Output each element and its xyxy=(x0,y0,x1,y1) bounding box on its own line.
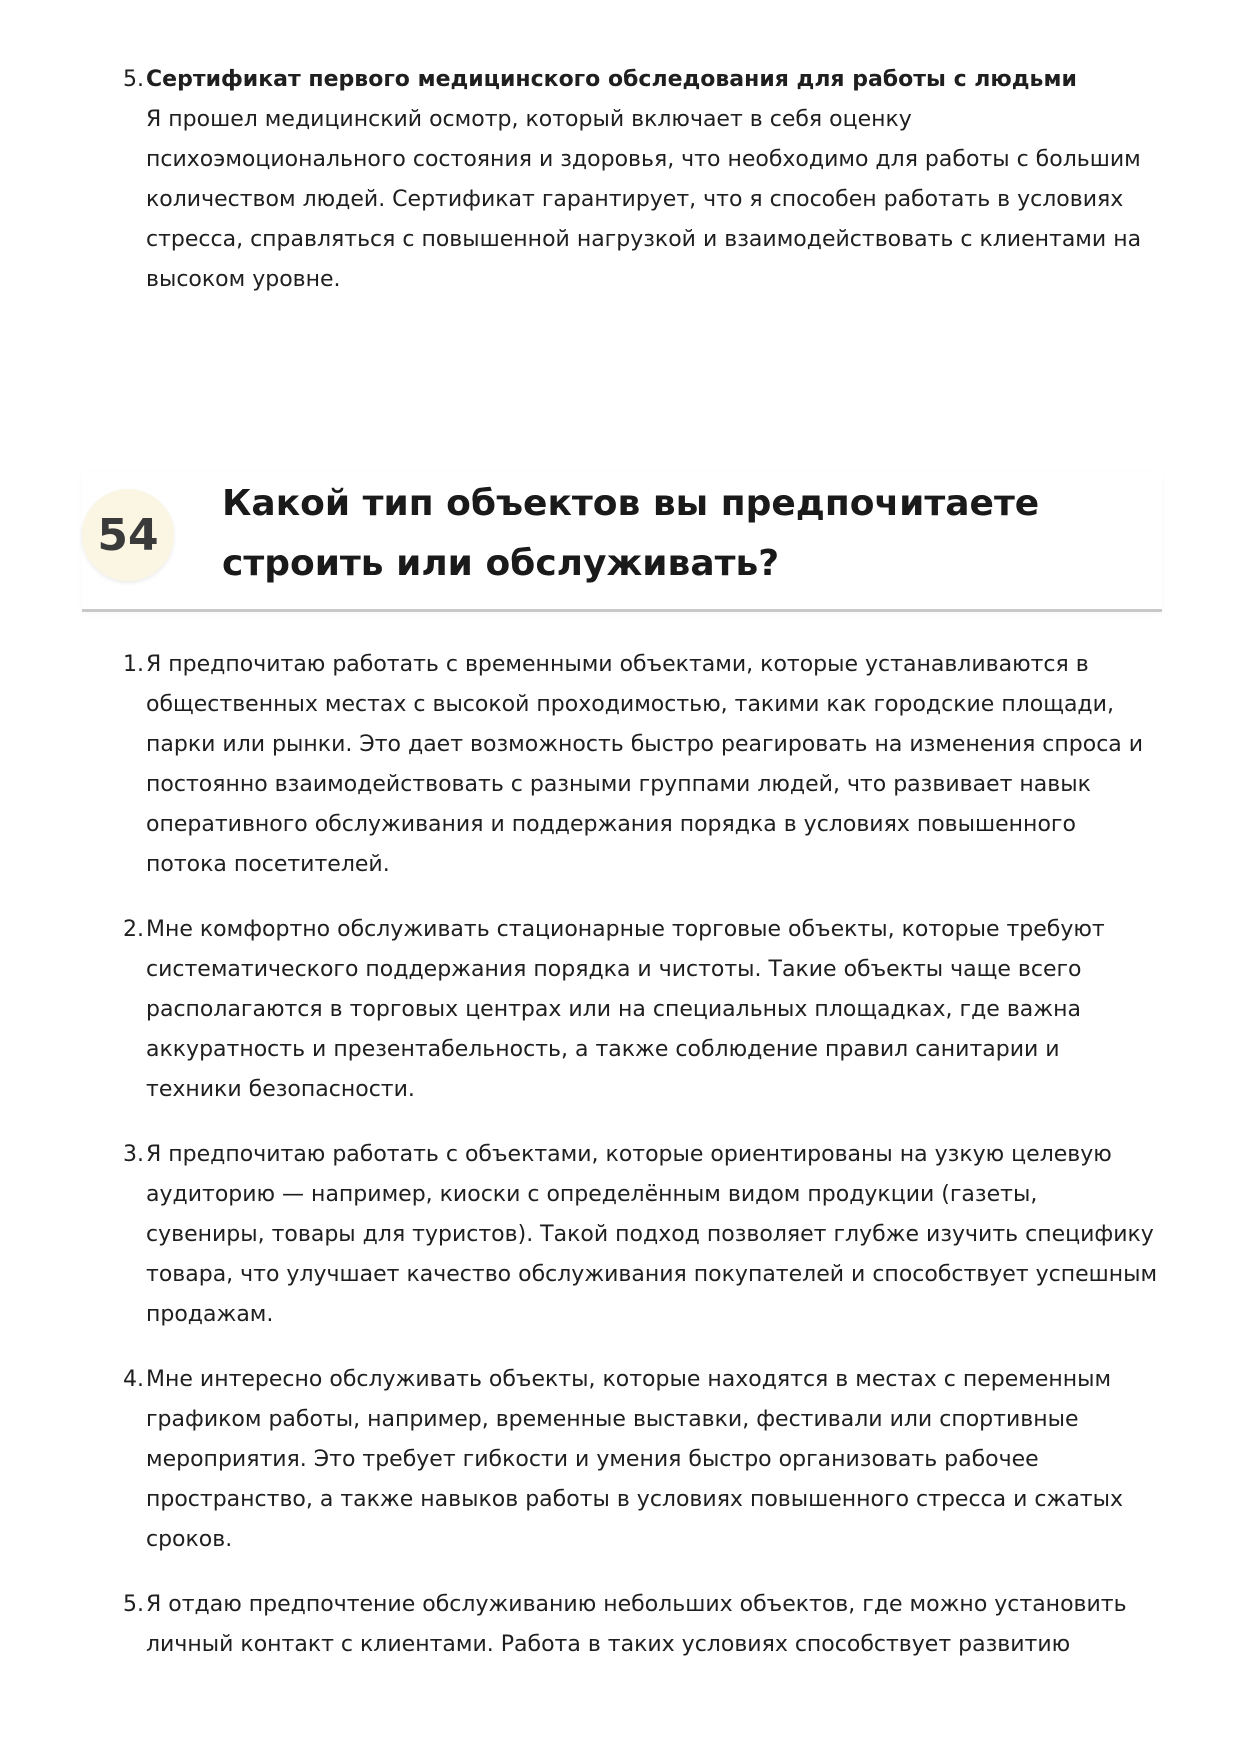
item-text: Я предпочитаю работать с временными объектами, которые устанавливаются в общественных местах с высокой проходимостью, такими как городские площади, парки или рынки. Это дает возможность быстро реагировать на изменения спроса и постоянно взаимодействовать с разными группами людей, что развивает навык оперативного обслуживания и поддержания порядка в условиях повышенного потока посетителей. xyxy=(146,652,1144,877)
item-number: 4. xyxy=(123,1367,144,1392)
list-item xyxy=(82,1135,1162,1335)
answer-list xyxy=(82,645,1162,1690)
list-item xyxy=(82,1360,1162,1560)
item-text: Я прошел медицинский осмотр, который включает в себя оценку психоэмоционального состояния и здоровья, что необходимо для работы с большим количеством людей. Сертификат гарантирует, что я способен работать в условиях стресса, справляться с повышенной нагрузкой и взаимодействовать с клиентами на высоком уровне. xyxy=(146,107,1142,292)
question-number-badge: 54 xyxy=(82,489,174,581)
list-item xyxy=(82,910,1162,1110)
previous-answer-list xyxy=(82,60,1162,300)
item-text: Я предпочитаю работать с объектами, которые ориентированы на узкую целевую аудиторию — например, киоски с определённым видом продукции (газеты, сувениры, товары для туристов). Такой подход позволяет глубже изучить специфику товара, что улучшает качество обслуживания покупателей и способствует успешным продажам. xyxy=(146,1142,1158,1327)
question-title: Какой тип объектов вы предпочитаете строить или обслуживать? xyxy=(222,483,1040,584)
item-text: Мне комфортно обслуживать стационарные торговые объекты, которые требуют систематического поддержания порядка и чистоты. Такие объекты чаще всего располагаются в торговых центрах или на специальных площадках, где важна аккуратность и презентабельность, а также соблюдение правил санитарии и техники безопасности. xyxy=(146,917,1105,1102)
item-number: 3. xyxy=(123,1142,144,1167)
item-number: 1. xyxy=(123,652,144,677)
list-item xyxy=(82,1585,1162,1665)
question-header xyxy=(82,472,1162,612)
list-item xyxy=(82,60,1162,300)
item-text: Мне интересно обслуживать объекты, которые находятся в местах с переменным графиком работы, например, временные выставки, фестивали или спортивные мероприятия. Это требует гибкости и умения быстро организовать рабочее пространство, а также навыков работы в условиях повышенного стресса и сжатых сроков. xyxy=(146,1367,1124,1552)
item-number: 2. xyxy=(123,917,144,942)
item-text: Я отдаю предпочтение обслуживанию небольших объектов, где можно установить личный контакт с клиентами. Работа в таких условиях способствует развитию xyxy=(146,1592,1127,1657)
item-title: Сертификат первого медицинского обследования для работы с людьми xyxy=(146,67,1077,92)
list-item xyxy=(82,645,1162,885)
item-number: 5. xyxy=(123,1592,144,1617)
item-number: 5. xyxy=(123,67,144,92)
